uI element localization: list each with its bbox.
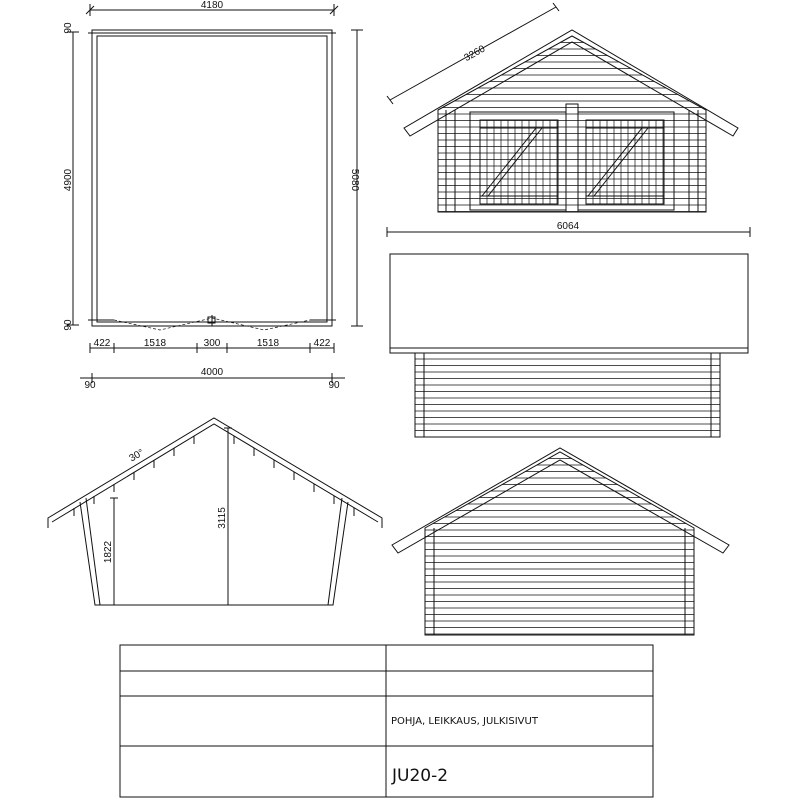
plan-dim-overhang-left: 90	[84, 380, 96, 391]
section-dim-ridge-height: 3115	[217, 507, 228, 529]
drawing-number: JU20-2	[392, 766, 449, 786]
side-dim-roof-length: 6064	[556, 221, 580, 232]
plan-seg-5: 422	[313, 338, 331, 349]
plan-seg-4: 1518	[256, 338, 280, 349]
side-elevation	[387, 221, 750, 437]
drawing-description: POHJA, LEIKKAUS, JULKISIVUT	[391, 716, 538, 727]
plan-dim-total: 4000	[200, 367, 224, 378]
section-view	[48, 418, 382, 605]
plan-dim-top: 4180	[200, 0, 224, 11]
plan-dim-corner-bl: 90	[63, 319, 74, 331]
plan-seg-3: 300	[203, 338, 221, 349]
plan-dim-overhang-right: 90	[328, 380, 340, 391]
section-dim-wall-height: 1822	[103, 540, 114, 564]
plan-dim-left: 4900	[63, 168, 74, 192]
side-log-lines	[415, 359, 720, 431]
front-dim-roof-slope: 3260	[462, 43, 488, 65]
plan-seg-2: 1518	[143, 338, 167, 349]
plan-dim-corner-tl: 90	[63, 22, 74, 34]
floor-plan	[63, 0, 363, 391]
title-block	[120, 645, 653, 797]
rear-elevation	[392, 448, 729, 635]
plan-seg-1: 422	[93, 338, 111, 349]
front-log-lines	[438, 43, 706, 212]
plan-dim-right: 5080	[349, 168, 360, 192]
front-elevation	[387, 3, 738, 212]
section-angle-label: 30°	[127, 447, 147, 465]
rear-log-lines	[425, 459, 694, 635]
